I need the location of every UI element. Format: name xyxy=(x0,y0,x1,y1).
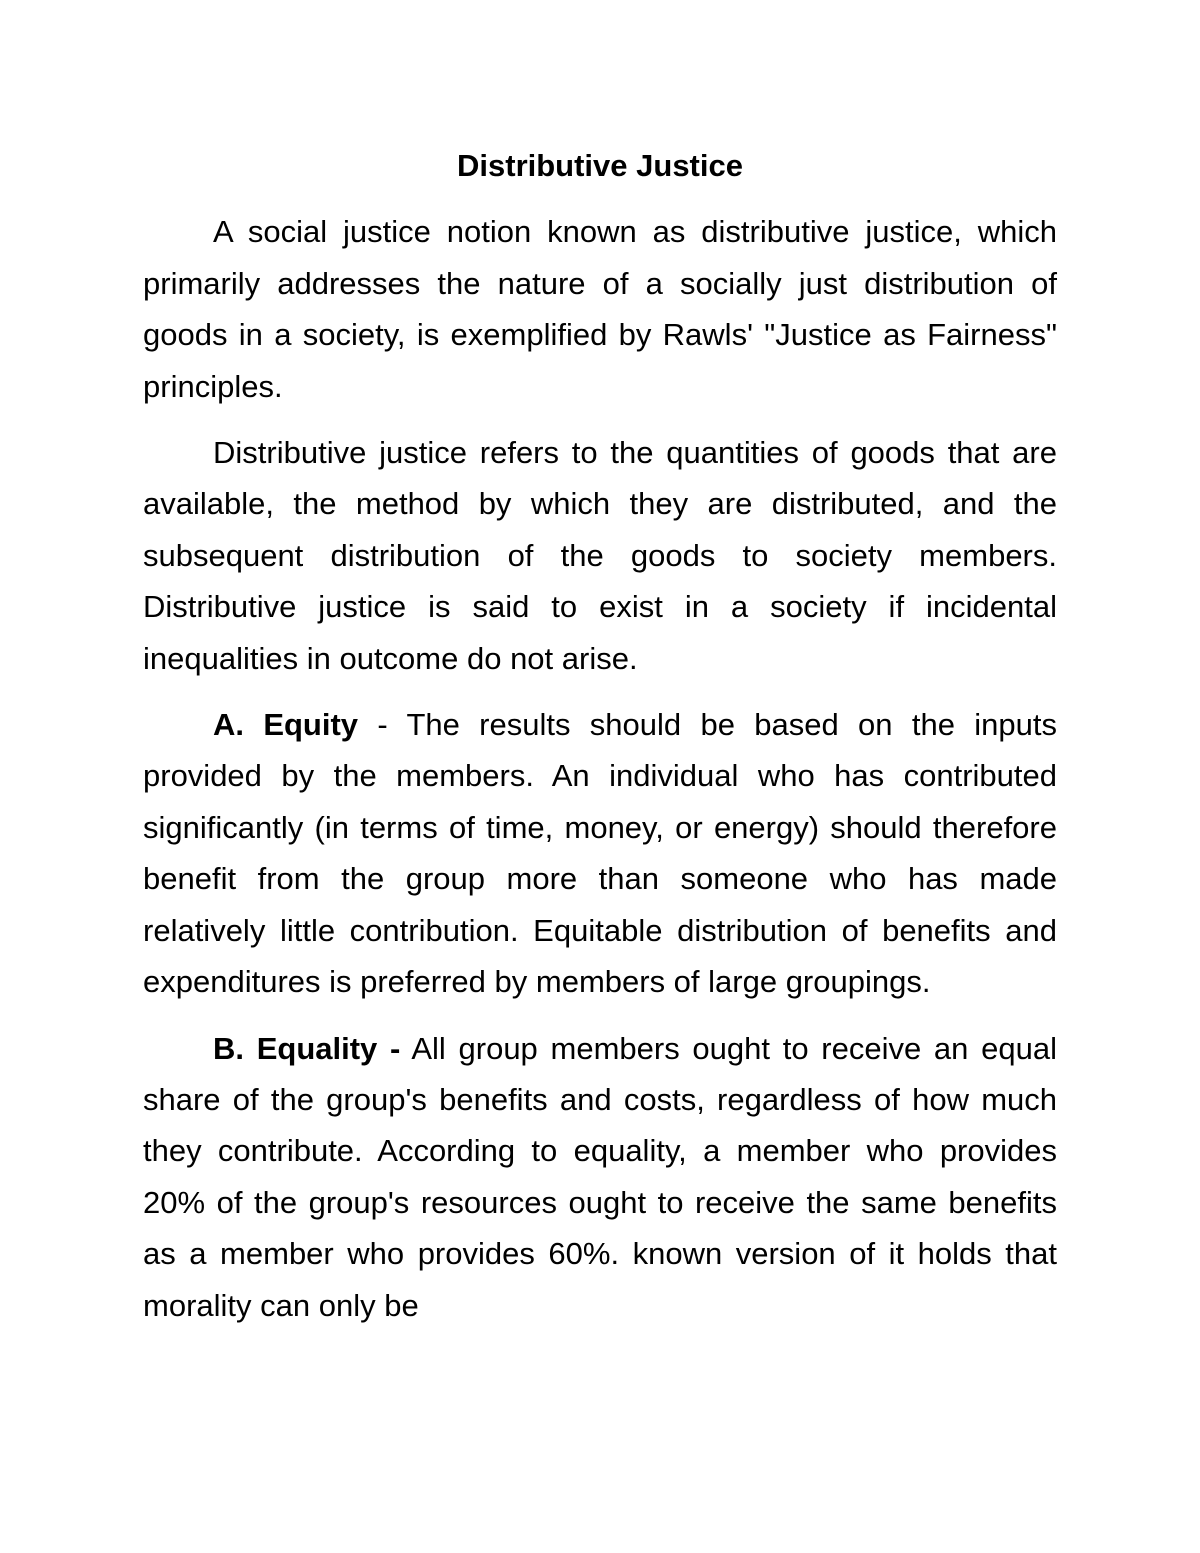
paragraph-text: A social justice notion known as distributive justice, which primarily addresses the nature of a socially just distribution of goods in a society, is exemplified by Rawls' "Justice as Fairness" principles. xyxy=(143,214,1057,404)
paragraph-text: - The results should be based on the inputs provided by the members. An individual who has contributed significantly (in terms of time, money, or energy) should therefore benefit from the group more than someone who has made relatively little contribution. Equitable distribution of benefits and expenditures is preferred by members of large groupings. xyxy=(143,707,1057,1000)
paragraph-text: Distributive justice refers to the quantities of goods that are available, the method by which they are distributed, and the subsequent distribution of the goods to society members. Distributive justice is said to exist in a society if incidental inequalities in outcome do not arise. xyxy=(143,435,1057,676)
paragraph-equality xyxy=(143,1023,1057,1331)
paragraph-intro xyxy=(143,206,1057,412)
term-equality: B. Equality - xyxy=(213,1030,401,1066)
paragraph-equity xyxy=(143,699,1057,1007)
paragraph-definition xyxy=(143,427,1057,684)
term-equity: A. Equity xyxy=(213,707,359,743)
document-page xyxy=(143,140,1057,1346)
document-title: Distributive Justice xyxy=(457,148,743,183)
paragraph-text: All group members ought to receive an equal share of the group's benefits and costs, regardless of how much they contribute. According to equality, a member who provides 20% of the group's resources ought to receive the same benefits as a member who provides 60%. known version of it holds that morality can only be xyxy=(143,1030,1057,1323)
